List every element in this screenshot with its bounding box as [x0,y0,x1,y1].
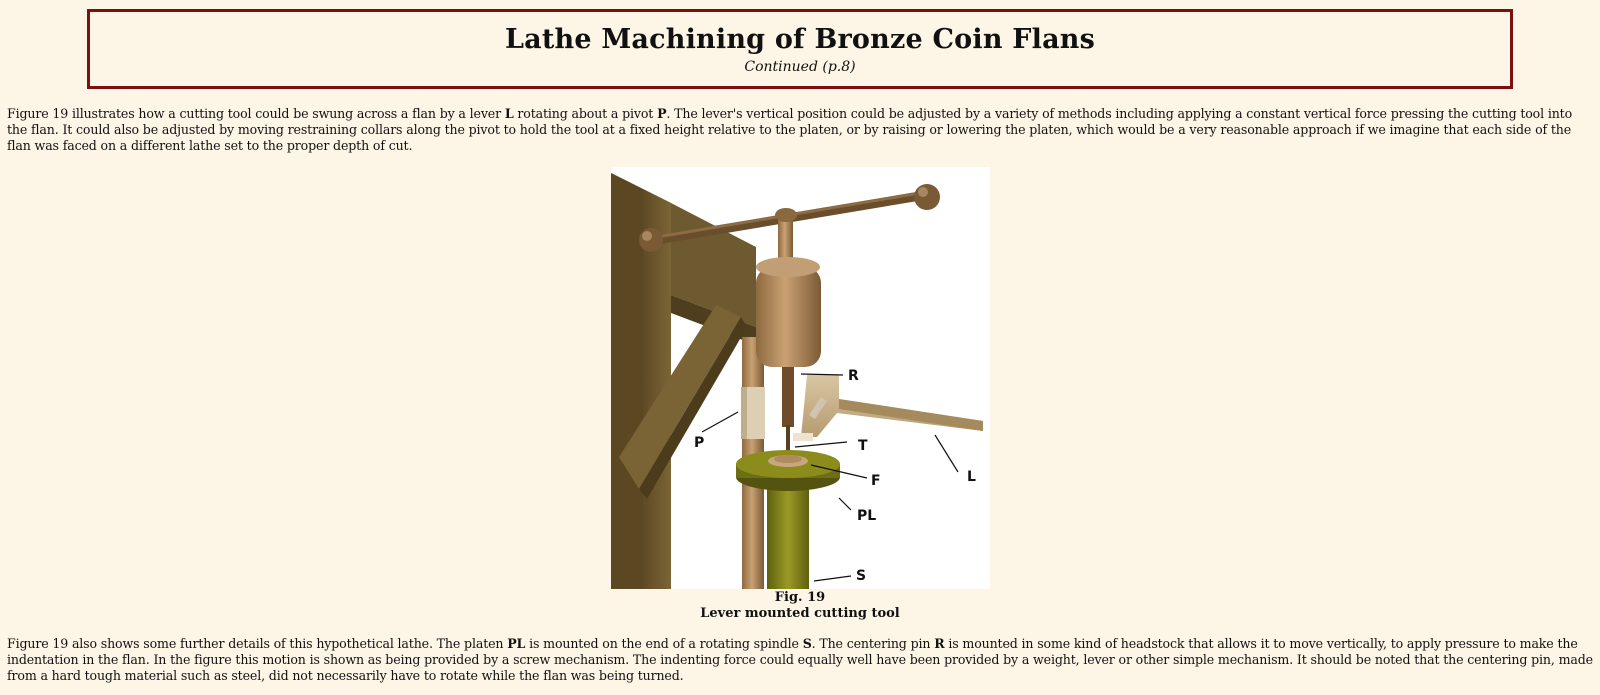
bold-term: R [934,636,945,651]
title-box [87,9,1513,89]
intro-paragraph [7,106,1595,154]
details-paragraph [7,636,1595,684]
text-run: is mounted in some kind of headstock that allows it to move vertically, to apply pressure to make the indentation in the flan. In the figure this motion is shown as being provided by a screw mechanism. The indenting force could equally well have been provided by a weight, lever or other simple mechanism. It should be noted that the centering pin, made from a hard tough material such as steel, did not necessarily have to rotate while the flan was being turned. [7,636,1593,683]
label-f: F [871,473,881,489]
figure-caption-title: Lever mounted cutting tool [700,606,900,621]
figure-19-image [611,167,990,589]
text-run: . The lever's vertical position could be adjusted by a variety of methods including applying a constant vertical force pressing the cutting tool into the flan. It could also be adjusted by moving restraining collars along the pivot to hold the tool at a fixed height relative to the platen, or by raising or lowering the platen, which would be a very reasonable approach if we imagine that each side of the flan was faced on a different lathe set to the proper depth of cut. [7,106,1573,153]
bold-term: PL [507,636,526,651]
label-p: P [694,435,705,451]
bold-term: P [657,106,667,121]
text-run: rotating about a pivot [513,106,658,121]
page-title: Lathe Machining of Bronze Coin Flans [504,24,1096,55]
lathe-illustration [611,167,990,589]
label-s: S [856,568,867,584]
page-subtitle: Continued (p.8) [744,59,856,75]
label-t: T [858,438,868,454]
label-l: L [967,469,976,485]
figure-caption-number: Fig. 19 [774,590,826,605]
label-r: R [848,368,859,384]
bold-term: S [802,636,812,651]
label-pl: PL [857,508,877,524]
text-run: is mounted on the end of a rotating spindle [525,636,803,651]
bold-term: L [504,106,514,121]
text-run: Figure 19 also shows some further details of this hypothetical lathe. The platen [7,636,508,651]
text-run: . The centering pin [811,636,935,651]
lever-arm [793,375,983,441]
text-run: Figure 19 illustrates how a cutting tool could be swung across a flan by a lever [7,106,505,121]
